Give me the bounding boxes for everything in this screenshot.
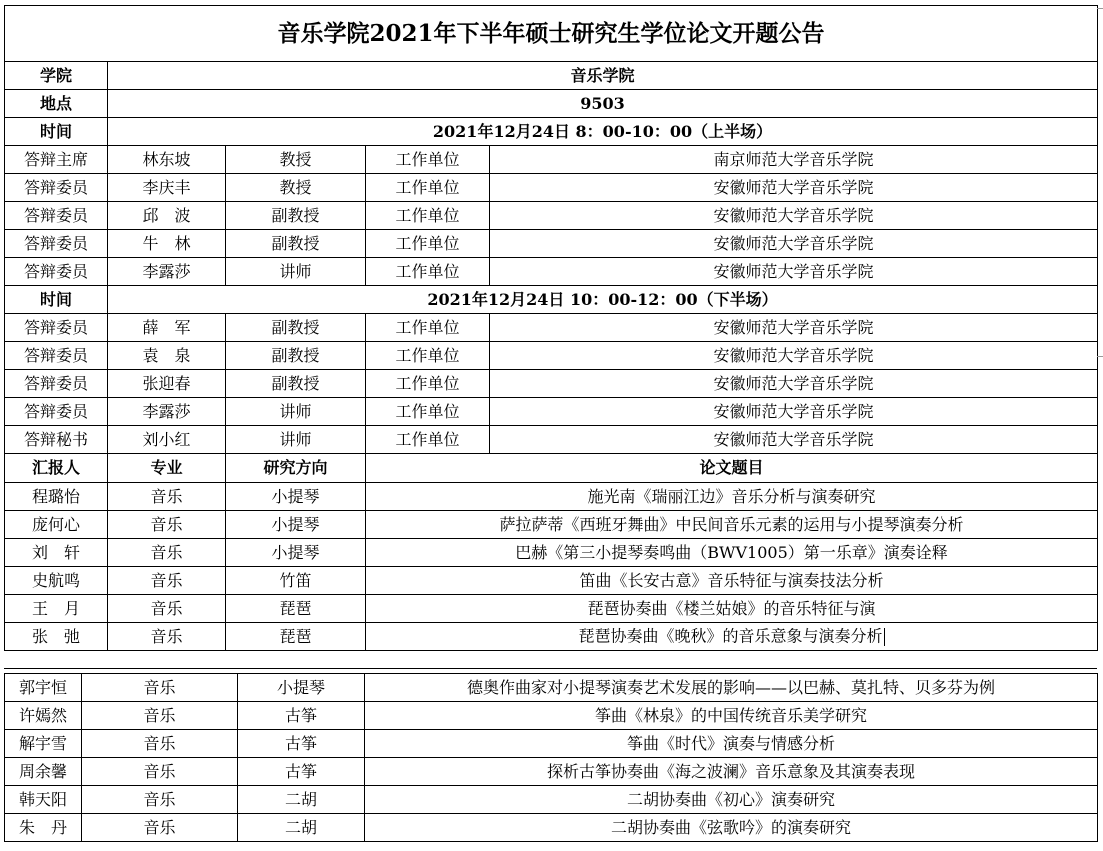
member-unit: 安徽师范大学音乐学院 — [490, 314, 1098, 342]
student-row — [5, 814, 1098, 842]
member-unit-label: 工作单位 — [366, 342, 490, 370]
member-name: 邱 波 — [108, 202, 226, 230]
member-name: 李露莎 — [108, 398, 226, 426]
committee-row — [5, 426, 1098, 454]
committee-row — [5, 370, 1098, 398]
student-name: 周余馨 — [5, 758, 82, 786]
member-title: 讲师 — [226, 426, 366, 454]
announcement-table — [4, 5, 1098, 651]
student-topic: 琵琶协奏曲《晚秋》的音乐意象与演奏分析 — [366, 623, 1098, 651]
student-row — [5, 786, 1098, 814]
member-role: 答辩委员 — [5, 258, 108, 286]
student-name: 许嫣然 — [5, 702, 82, 730]
member-unit-label: 工作单位 — [366, 230, 490, 258]
member-unit: 安徽师范大学音乐学院 — [490, 258, 1098, 286]
student-name: 张 弛 — [5, 623, 108, 651]
member-name: 张迎春 — [108, 370, 226, 398]
member-unit: 安徽师范大学音乐学院 — [490, 342, 1098, 370]
member-title: 副教授 — [226, 370, 366, 398]
student-topic: 萨拉萨蒂《西班牙舞曲》中民间音乐元素的运用与小提琴演奏分析 — [366, 511, 1098, 539]
student-topic: 筝曲《林泉》的中国传统音乐美学研究 — [365, 702, 1098, 730]
margin-mark — [1097, 356, 1103, 357]
member-name: 李露莎 — [108, 258, 226, 286]
member-role: 答辩委员 — [5, 370, 108, 398]
student-name: 韩天阳 — [5, 786, 82, 814]
student-direction: 二胡 — [238, 786, 365, 814]
student-major: 音乐 — [82, 730, 238, 758]
committee-row — [5, 398, 1098, 426]
college-value: 音乐学院 — [108, 62, 1098, 90]
student-topic: 施光南《瑞丽江边》音乐分析与演奏研究 — [366, 483, 1098, 511]
member-name: 袁 泉 — [108, 342, 226, 370]
session2-time: 2021年12月24日 10：00-12：00（下半场） — [108, 286, 1098, 314]
student-row — [5, 623, 1098, 651]
student-direction: 小提琴 — [238, 674, 365, 702]
header-direction: 研究方向 — [226, 454, 366, 483]
member-title: 副教授 — [226, 202, 366, 230]
member-role: 答辩委员 — [5, 174, 108, 202]
student-major: 音乐 — [82, 758, 238, 786]
header-major: 专业 — [108, 454, 226, 483]
committee-row — [5, 202, 1098, 230]
member-unit: 安徽师范大学音乐学院 — [490, 230, 1098, 258]
student-topic: 德奥作曲家对小提琴演奏艺术发展的影响——以巴赫、莫扎特、贝多芬为例 — [365, 674, 1098, 702]
margin-mark — [1097, 8, 1103, 9]
member-role: 答辩委员 — [5, 314, 108, 342]
student-major: 音乐 — [82, 674, 238, 702]
member-unit-label: 工作单位 — [366, 370, 490, 398]
member-name: 牛 林 — [108, 230, 226, 258]
student-topic: 笛曲《长安古意》音乐特征与演奏技法分析 — [366, 567, 1098, 595]
member-title: 教授 — [226, 146, 366, 174]
member-role: 答辩委员 — [5, 398, 108, 426]
table-break — [4, 662, 1097, 669]
student-row — [5, 730, 1098, 758]
committee-row — [5, 314, 1098, 342]
student-topic: 二胡协奏曲《弦歌吟》的演奏研究 — [365, 814, 1098, 842]
student-name: 程璐怡 — [5, 483, 108, 511]
student-name: 解宇雪 — [5, 730, 82, 758]
header-topic: 论文题目 — [366, 454, 1098, 483]
student-major: 音乐 — [108, 567, 226, 595]
student-row — [5, 595, 1098, 623]
member-unit: 安徽师范大学音乐学院 — [490, 174, 1098, 202]
student-name: 王 月 — [5, 595, 108, 623]
member-role: 答辩主席 — [5, 146, 108, 174]
student-name: 郭宇恒 — [5, 674, 82, 702]
student-name: 庞何心 — [5, 511, 108, 539]
member-title: 副教授 — [226, 230, 366, 258]
member-unit: 安徽师范大学音乐学院 — [490, 426, 1098, 454]
student-topic: 二胡协奏曲《初心》演奏研究 — [365, 786, 1098, 814]
session1-time-label: 时间 — [5, 118, 108, 146]
student-direction: 琵琶 — [226, 595, 366, 623]
member-role: 答辩秘书 — [5, 426, 108, 454]
student-topic: 琵琶协奏曲《楼兰姑娘》的音乐特征与演 — [366, 595, 1098, 623]
student-direction: 小提琴 — [226, 483, 366, 511]
student-row — [5, 567, 1098, 595]
location-label: 地点 — [5, 90, 108, 118]
student-direction: 古筝 — [238, 702, 365, 730]
member-unit-label: 工作单位 — [366, 146, 490, 174]
member-unit: 安徽师范大学音乐学院 — [490, 398, 1098, 426]
student-topic: 巴赫《第三小提琴奏鸣曲（BWV1005）第一乐章》演奏诠释 — [366, 539, 1098, 567]
member-name: 李庆丰 — [108, 174, 226, 202]
student-direction: 小提琴 — [226, 511, 366, 539]
committee-row — [5, 230, 1098, 258]
member-unit-label: 工作单位 — [366, 314, 490, 342]
student-direction: 小提琴 — [226, 539, 366, 567]
member-unit-label: 工作单位 — [366, 426, 490, 454]
student-row — [5, 539, 1098, 567]
student-row — [5, 758, 1098, 786]
member-unit: 安徽师范大学音乐学院 — [490, 202, 1098, 230]
member-role: 答辩委员 — [5, 230, 108, 258]
student-row — [5, 511, 1098, 539]
member-role: 答辩委员 — [5, 342, 108, 370]
student-direction: 古筝 — [238, 730, 365, 758]
location-value: 9503 — [108, 90, 1098, 118]
member-unit: 南京师范大学音乐学院 — [490, 146, 1098, 174]
student-major: 音乐 — [108, 483, 226, 511]
student-direction: 古筝 — [238, 758, 365, 786]
college-label: 学院 — [5, 62, 108, 90]
committee-row — [5, 174, 1098, 202]
session2-time-label: 时间 — [5, 286, 108, 314]
committee-row — [5, 146, 1098, 174]
member-role: 答辩委员 — [5, 202, 108, 230]
student-major: 音乐 — [82, 702, 238, 730]
page-title: 音乐学院2021年下半年硕士研究生学位论文开题公告 — [5, 6, 1098, 62]
students-header-row — [5, 454, 1098, 483]
student-row — [5, 483, 1098, 511]
committee-row — [5, 258, 1098, 286]
student-topic: 探析古筝协奏曲《海之波澜》音乐意象及其演奏表现 — [365, 758, 1098, 786]
member-unit-label: 工作单位 — [366, 174, 490, 202]
member-unit-label: 工作单位 — [366, 202, 490, 230]
member-title: 讲师 — [226, 398, 366, 426]
member-title: 讲师 — [226, 258, 366, 286]
member-name: 刘小红 — [108, 426, 226, 454]
student-major: 音乐 — [108, 623, 226, 651]
member-name: 林东坡 — [108, 146, 226, 174]
member-unit-label: 工作单位 — [366, 398, 490, 426]
student-major: 音乐 — [82, 814, 238, 842]
student-major: 音乐 — [108, 511, 226, 539]
member-title: 教授 — [226, 174, 366, 202]
text-cursor — [884, 628, 885, 646]
student-row — [5, 674, 1098, 702]
student-direction: 竹笛 — [226, 567, 366, 595]
student-direction: 琵琶 — [226, 623, 366, 651]
session1-time: 2021年12月24日 8：00-10：00（上半场） — [108, 118, 1098, 146]
students-table-continued — [4, 673, 1098, 842]
student-direction: 二胡 — [238, 814, 365, 842]
header-reporter: 汇报人 — [5, 454, 108, 483]
member-title: 副教授 — [226, 342, 366, 370]
session2-time-row — [5, 286, 1098, 314]
member-title: 副教授 — [226, 314, 366, 342]
student-major: 音乐 — [82, 786, 238, 814]
member-unit: 安徽师范大学音乐学院 — [490, 370, 1098, 398]
student-name: 朱 丹 — [5, 814, 82, 842]
student-major: 音乐 — [108, 595, 226, 623]
committee-row — [5, 342, 1098, 370]
member-name: 薛 军 — [108, 314, 226, 342]
student-name: 刘 轩 — [5, 539, 108, 567]
student-major: 音乐 — [108, 539, 226, 567]
member-unit-label: 工作单位 — [366, 258, 490, 286]
student-name: 史航鸣 — [5, 567, 108, 595]
student-row — [5, 702, 1098, 730]
student-topic: 筝曲《时代》演奏与情感分析 — [365, 730, 1098, 758]
